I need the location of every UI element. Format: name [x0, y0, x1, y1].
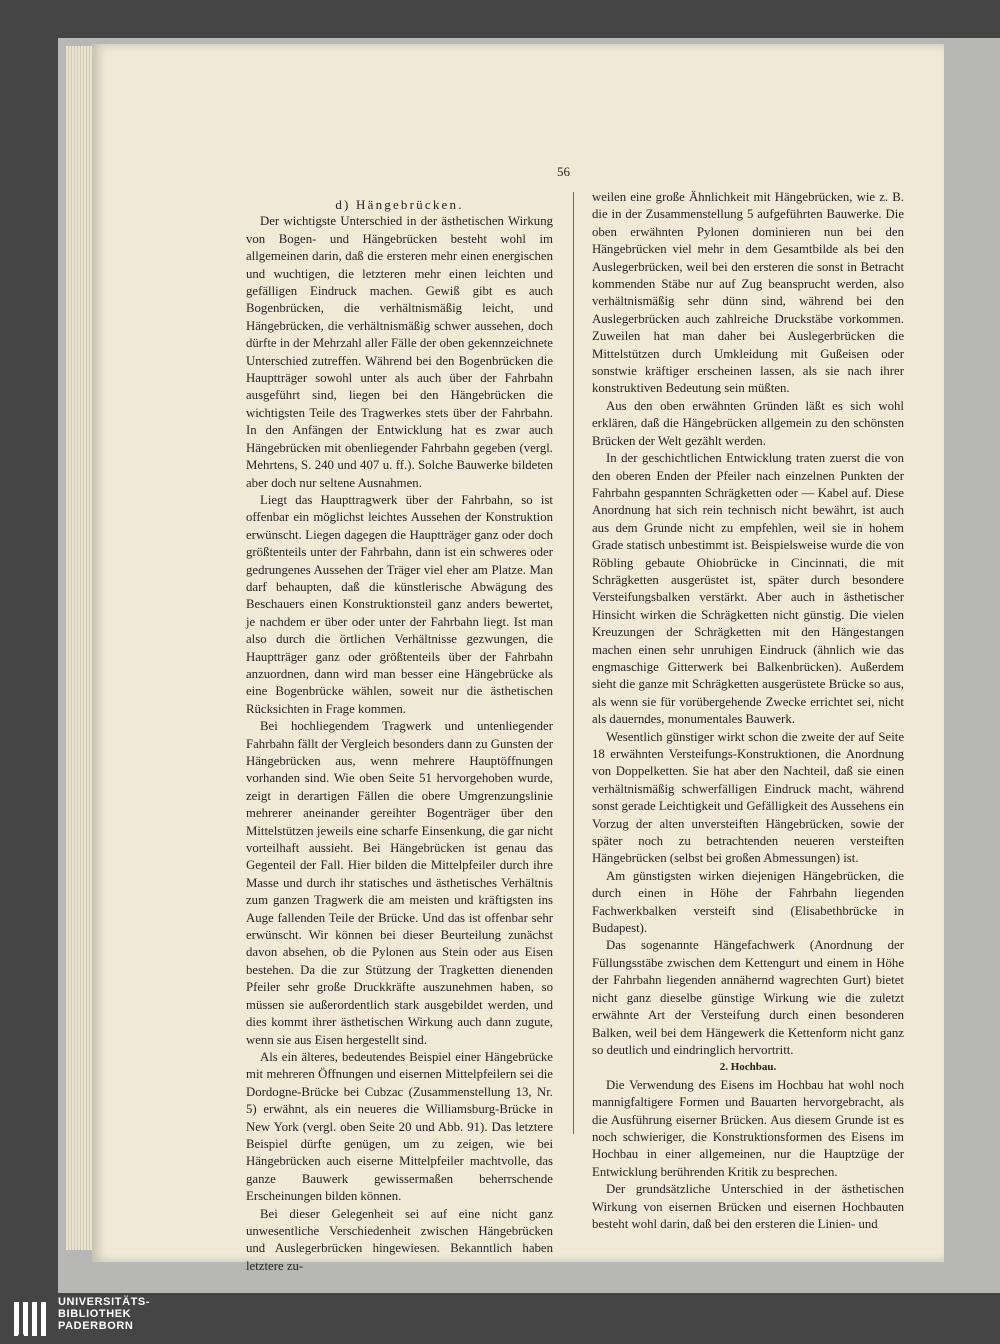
paragraph: Bei dieser Gelegenheit sei auf eine nicht ganz unwesentliche Verschiedenheit zwischen Hängebrücken und Auslegerbrücken hingewiesen. Bekanntlich haben letztere zu-	[246, 1206, 553, 1273]
section-heading: d) Hängebrücken.	[335, 197, 464, 212]
left-column	[246, 196, 553, 1275]
column-divider	[573, 192, 574, 1134]
paragraph: Der wichtigste Unterschied in der ästhetischen Wirkung von Bogen- und Hängebrücken besteht wohl im allgemeinen darin, daß die ersteren mehr einen energischen und wuchtigen, die letzteren mehr einen leichten und gefälligen Eindruck machen. Gewiß gibt es auch Bogenbrücken, die verhältnismäßig leicht, und Hängebrücken, die verhältnismäßig schwer aussehen, doch dürfte in der Mehrzahl aller Fälle der oben gekennzeichnete Unterschied zutreffen. Während bei den Bogenbrücken die Hauptträger sowohl unter als auch über der Fahrbahn ausgeführt sind, liegen bei den Hängebrücken die wichtigsten Teile des Tragwerkes stets über der Fahrbahn. In den Anfängen der Entwicklung hat es zwar auch Hängebrücken mit obenliegender Fahrbahn gegeben (vergl. Mehrtens, S. 240 und 407 u. ff.). Solche Bauwerke bildeten aber doch nur seltene Ausnahmen.	[246, 214, 553, 490]
paragraph: weilen eine große Ähnlichkeit mit Hängebrücken, wie z. B. die in der Zusammenstellung 5 aufgeführten Bauwerke. Die oben erwähnten Pylonen dominieren nun bei den Hängebrücken viel mehr in dem Gesamtbilde als bei den Auslegerbrücken, weil bei den ersteren die sonst in Betracht kommenden Stäbe nur auf Zug beansprucht werden, also verhältnismäßig sehr dünn sind, während bei den Auslegerbrücken auch zahlreiche Druckstäbe vorkommen. Zuweilen hat man daher bei Auslegerbrücken die Mittelstützen durch Umkleidung mit Gußeisen oder sonstwie kräftiger erscheinen lassen, als sie nach ihrer konstruktiven Bedeutung sein müßten.	[592, 190, 904, 396]
library-logo-icon	[12, 1298, 52, 1340]
paragraph: Die Verwendung des Eisens im Hochbau hat wohl noch mannigfaltigere Formen und Bauarten hervorgebracht, als die Ausführung eiserner Brücken. Aus diesem Grunde ist es noch schwieriger, die Konstruktionsformen des Eisens im Hochbau in einer allgemeinen, nur die Hauptzüge der Entwicklung berührenden Kritik zu besprechen.	[592, 1077, 904, 1179]
logo-line: BIBLIOTHEK	[58, 1308, 132, 1320]
library-logo-text	[58, 1296, 150, 1332]
subsection-heading: 2. Hochbau.	[719, 1061, 777, 1074]
right-column	[592, 189, 904, 1233]
logo-line: UNIVERSITÄTS-	[58, 1296, 151, 1308]
paragraph: Am günstigsten wirken diejenigen Hängebrücken, die durch einen in Höhe der Fahrbahn liegenden Fachwerkbalken versteift sind (Elisabethbrücke in Budapest).	[592, 868, 904, 936]
paragraph: Das sogenannte Hängefachwerk (Anordnung der Füllungsstäbe zwischen dem Kettengurt und einem in Höhe der Fahrbahn liegenden annähernd wagrechten Gurt) bietet nicht ganz dieselbe günstige Wirkung wie die zuletzt erwähnte Art der Versteifung durch einen besonderen Balken, weil bei dem Hängewerk die Kettenform nicht ganz so deutlich und eindringlich hervortritt.	[592, 938, 904, 1057]
paragraph: Bei hochliegendem Tragwerk und untenliegender Fahrbahn fällt der Vergleich besonders dann zu Gunsten der Hängebrücken aus, wenn mehrere Hauptöffnungen vorhanden sind. Wie oben Seite 51 hervorgehoben wurde, zeigt in derartigen Fällen die obere Umgrenzungslinie mehrerer aneinander gereihter Bogenträger über den Mittelstützen jeweils eine scharfe Einsenkung, die gar nicht vorteilhaft aussieht. Bei Hängebrücken ist genau das Gegenteil der Fall. Hier bilden die Mittelpfeiler durch ihre Masse und durch ihr statisches und ästhetisches Verhältnis zum ganzen Tragwerk die am meisten und kräftigsten ins Auge fallenden Teile der Brücke. Und das ist offenbar sehr erwünscht. Wir können bei dieser Beurteilung zunächst davon absehen, ob die Pylonen aus Stein oder aus Eisen bestehen. Da die zur Stützung der Tragketten dienenden Pfeiler sehr große Druckkräfte auszunehmen haben, so müssen sie außerordentlich stark ausgebildet werden, und dies kommt ihrer ästhetischen Wirkung auch dann zugute, wenn sie aus Eisen hergestellt sind.	[246, 719, 553, 1047]
page-number: 56	[557, 164, 570, 179]
paragraph: Als ein älteres, bedeutendes Beispiel einer Hängebrücke mit mehreren Öffnungen und eisernen Mittelpfeilern sei die Dordogne-Brücke bei Cubzac (Zusammenstellung 13, Nr. 5) erwähnt, als ein neueres die Williamsburg-Brücke in New York (vergl. oben Seite 20 und Abb. 91). Das letztere Beispiel dürfte genügen, um zu zeigen, wie bei Hängebrücken auch eiserne Mittelpfeiler machtvolle, das ganze Bauwerk gewissermaßen beherrschende Erscheinungen bilden können.	[246, 1049, 553, 1204]
paragraph: Der grundsätzliche Unterschied in der ästhetischen Wirkung von eisernen Brücken und eisernen Hochbauten besteht wohl darin, daß bei den ersteren die Linien- und	[592, 1182, 904, 1231]
logo-line: PADERBORN	[58, 1320, 134, 1332]
paragraph: In der geschichtlichen Entwicklung traten zuerst die von den oberen Enden der Pfeiler nach einzelnen Punkten der Fahrbahn gespannten Schrägketten oder — Kabel auf. Diese Anordnung hat sich rein technisch nicht bewährt, ist auch aus dem Grunde nicht zu empfehlen, weil sie in hohem Grade statisch unbestimmt ist. Beispielsweise wurde die von Röbling gebaute Ohiobrücke in Cincinnati, die mit Schrägketten ausgerüstet ist, später durch besondere Versteifungsbalken verstärkt. Aber auch in ästhetischer Hinsicht wirken die Schrägketten nicht günstig. Die vielen Kreuzungen der Schrägketten mit den Hängestangen machen einen sehr unruhigen Eindruck (ähnlich wie das engmaschige Gitterwerk bei Balkenbrücken). Außerdem sieht die ganze mit Schrägketten ausgerüstete Brücke so aus, als wenn sie für vorübergehende Zwecke errichtet sei, nicht als dauerndes, monumentales Bauwerk.	[592, 451, 904, 727]
paragraph: Wesentlich günstiger wirkt schon die zweite der auf Seite 18 erwähnten Versteifungs-Konstruktionen, die Anordnung von Doppelketten. Sie hat aber den Nachteil, daß sie einen verhältnismäßig schwerfälligen Eindruck macht, während sonst gerade Leichtigkeit und Gefälligkeit des Aussehens ein Vorzug der alten unversteiften Hängebrücken, sowie der später noch zu betrachtenden neueren versteiften Hängebrücken (selbst bei großen Abmessungen) ist.	[592, 729, 904, 866]
paragraph: Aus den oben erwähnten Gründen läßt es sich wohl erklären, daß die Hängebrücken allgemein zu den schönsten Brücken der Welt gezählt werden.	[592, 398, 904, 448]
paragraph: Liegt das Haupttragwerk über der Fahrbahn, so ist offenbar ein möglichst leichtes Aussehen der Konstruktion erwünscht. Liegen dagegen die Hauptträger ganz oder doch größtenteils unter der Fahrbahn, dann ist ein schweres oder gedrungenes Aussehen der Träger viel eher am Platze. Man darf behaupten, daß die künstlerische Abwägung des Beschauers einen Konstruktionsteil ganz anders bewertet, je nachdem er über oder unter der Fahrbahn liegt. Ist man also durch die örtlichen Verhältnisse gezwungen, die Hauptträger ganz oder größtenteils über der Fahrbahn anzuordnen, dann wird man besser eine Hängebrücke als eine Bogenbrücke wählen, soweit nur die ästhetischen Rücksichten in Frage kommen.	[246, 492, 553, 716]
page-edges	[66, 46, 92, 1250]
